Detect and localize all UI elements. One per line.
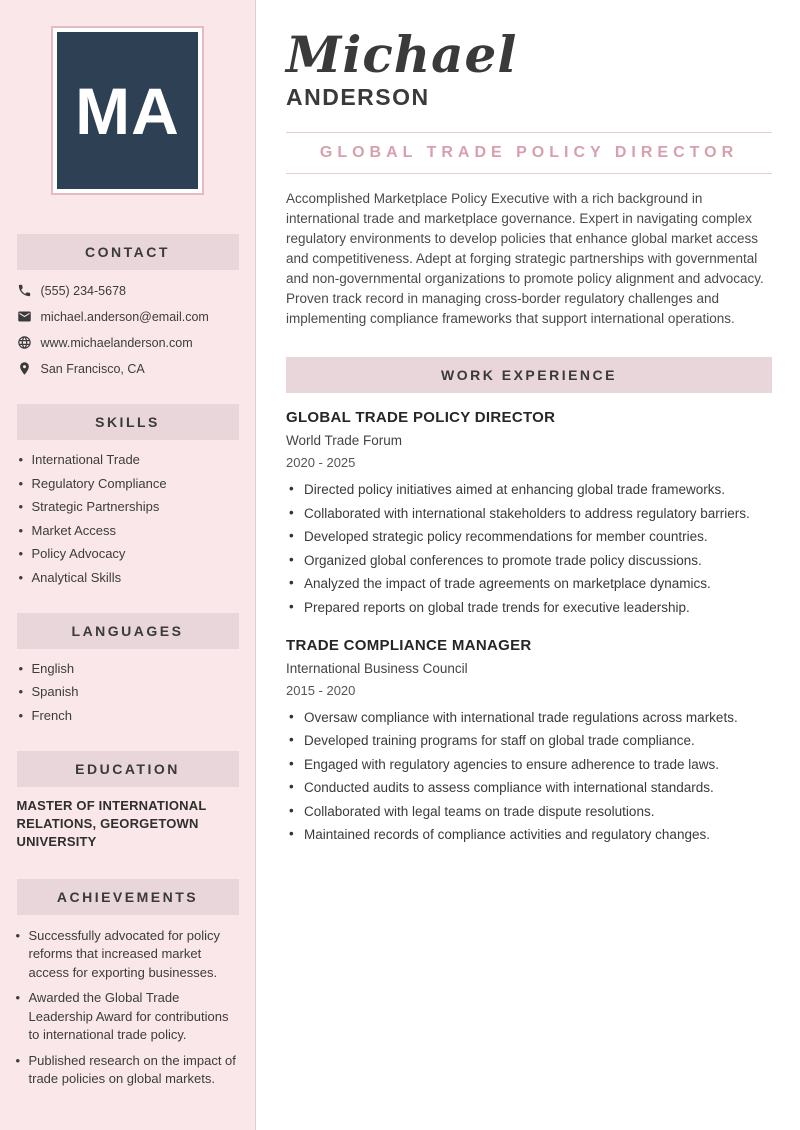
job-company: World Trade Forum [286, 433, 403, 448]
contact-section [0, 234, 255, 376]
language-item: • English [17, 662, 239, 676]
job-dates: 2020 - 2025 [286, 455, 356, 470]
job-bullet: • Directed policy initiatives aimed at enhancing global trade frameworks. [286, 482, 772, 497]
languages-section-header: LANGUAGES [17, 613, 239, 649]
summary-paragraph: Accomplished Marketplace Policy Executive with a rich background in international trade and marketplace governance. Expert in navigating complex regulatory environments to develop policies that enhance global market access and competitiveness. Adept at forging strategic partnerships with governmental and non-governmental organizations to promote policy alignment and advocacy. Proven track record in managing cross-border regulatory challenges and implementing compliance frameworks that support international operations. [286, 191, 764, 326]
job-bullet: • Prepared reports on global trade trends for executive leadership. [286, 600, 772, 615]
contact-website: www.michaelanderson.com [40, 335, 193, 350]
skills-list [17, 453, 239, 585]
contact-item-location [17, 361, 239, 376]
job-bullet: • Engaged with regulatory agencies to ensure adherence to trade laws. [286, 757, 772, 772]
skill-item: • Regulatory Compliance [17, 477, 239, 491]
location-icon [17, 361, 32, 376]
language-item: • Spanish [17, 685, 239, 699]
job-bullet: • Maintained records of compliance activities and regulatory changes. [286, 827, 772, 842]
achievements-section [0, 879, 255, 1089]
avatar-initials: MA [75, 73, 180, 148]
languages-section [0, 613, 255, 723]
job-entry [286, 409, 772, 615]
job-bullet: • Conducted audits to assess compliance with international standards. [286, 780, 772, 795]
contact-location: San Francisco, CA [40, 361, 145, 376]
job-title: GLOBAL TRADE POLICY DIRECTOR [286, 409, 556, 426]
contact-list [17, 283, 239, 376]
globe-icon [17, 335, 32, 350]
achievement-item: • Successfully advocated for policy reforms that increased market access for exporting businesses. [15, 927, 241, 983]
job-bullet: • Analyzed the impact of trade agreements on marketplace dynamics. [286, 576, 772, 591]
avatar-initials-box [57, 32, 198, 189]
sidebar [0, 0, 256, 1130]
job-bullet: • Oversaw compliance with international trade regulations across markets. [286, 710, 772, 725]
job-entry [286, 637, 772, 843]
skills-section [0, 404, 255, 585]
contact-email: michael.anderson@email.com [40, 309, 209, 324]
contact-section-header: CONTACT [17, 234, 239, 270]
education-section-header: EDUCATION [17, 751, 239, 787]
skill-item: • Policy Advocacy [17, 547, 239, 561]
achievements-section-header: ACHIEVEMENTS [17, 879, 239, 915]
email-icon [17, 309, 32, 324]
work-experience-header: WORK EXPERIENCE [286, 357, 772, 393]
language-item: • French [17, 709, 239, 723]
main-content [256, 0, 800, 1130]
job-dates: 2015 - 2020 [286, 682, 356, 698]
last-name: ANDERSON [286, 84, 430, 110]
job-title: TRADE COMPLIANCE MANAGER [286, 636, 532, 654]
education-section [0, 751, 255, 851]
job-company: International Business Council [286, 660, 468, 676]
skill-item: • Strategic Partnerships [17, 500, 239, 514]
achievements-list [15, 927, 241, 1089]
job-bullet-list [286, 710, 772, 843]
skill-item: • International Trade [17, 453, 239, 467]
skills-section-header: SKILLS [17, 404, 239, 440]
page-job-title: GLOBAL TRADE POLICY DIRECTOR [319, 144, 739, 161]
job-bullet: • Developed training programs for staff on global trade compliance. [286, 733, 772, 748]
job-bullet: • Collaborated with international stakeholders to address regulatory barriers. [286, 506, 772, 521]
job-title-band [286, 132, 772, 174]
job-bullet: • Developed strategic policy recommendations for member countries. [286, 529, 772, 544]
contact-item-phone [17, 283, 239, 298]
job-bullet: • Organized global conferences to promote trade policy discussions. [286, 553, 772, 568]
first-name: Michael [286, 25, 518, 84]
contact-item-email [17, 309, 239, 324]
job-bullet-list [286, 482, 772, 615]
contact-phone: (555) 234-5678 [40, 283, 126, 298]
skill-item: • Market Access [17, 524, 239, 538]
phone-icon [17, 283, 32, 298]
contact-item-website [17, 335, 239, 350]
achievement-item: • Published research on the impact of trade policies on global markets. [15, 1052, 241, 1089]
skill-item: • Analytical Skills [17, 571, 239, 585]
avatar [51, 26, 204, 195]
achievement-item: • Awarded the Global Trade Leadership Award for contributions to international trade policy. [15, 989, 241, 1045]
education-degree: MASTER OF INTERNATIONAL RELATIONS, GEORGETOWN UNIVERSITY [16, 797, 207, 849]
job-bullet: • Collaborated with legal teams on trade dispute resolutions. [286, 804, 772, 819]
languages-list [17, 662, 239, 723]
